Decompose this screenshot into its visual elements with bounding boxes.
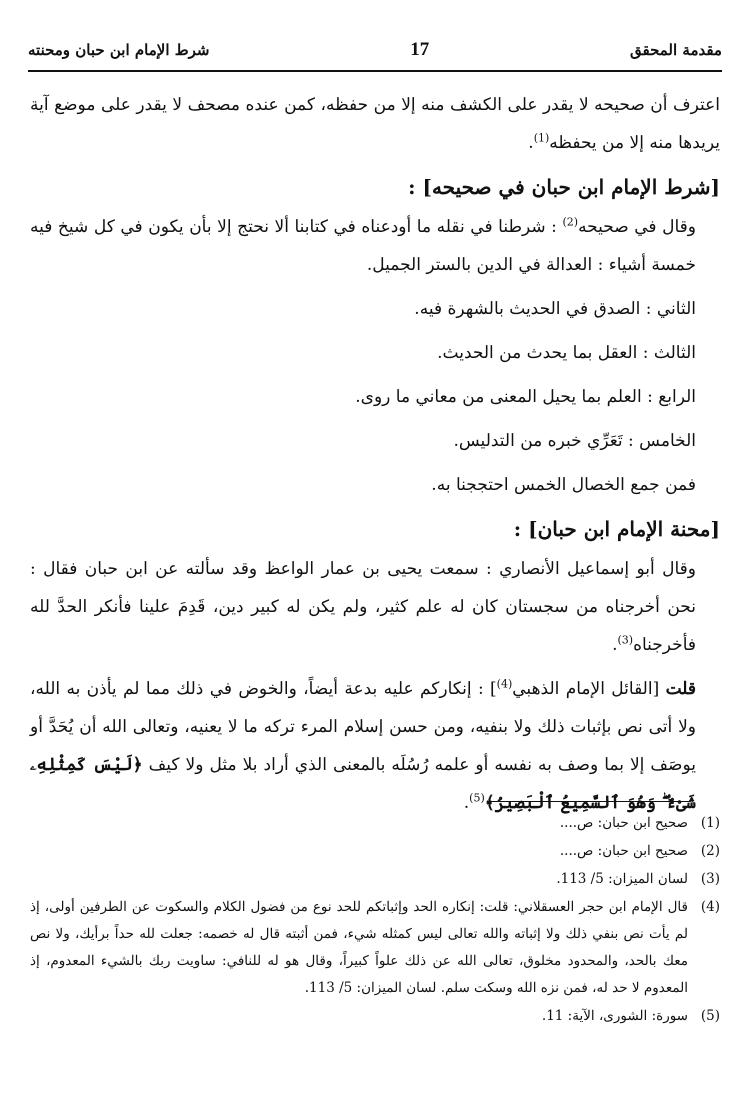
footnote <box>30 810 720 837</box>
section-title: مقدمة المحقق <box>629 41 722 59</box>
footnote <box>30 1003 720 1030</box>
list-item: فمن جمع الخصال الخمس احتججنا به. <box>431 475 696 495</box>
intro-paragraph: اعترف أن صحيحه لا يقدر على الكشف منه إلا من حفظه، كمن عنده مصحف لا يقدر على موضع آية يريدها منه إلا من يحفظه$^{(1)}$. <box>30 95 720 153</box>
footnote-separator <box>490 801 690 802</box>
list-item: الرابع : العلم بما يحيل المعنى من معاني ما روى. <box>355 387 696 407</box>
main-text <box>30 86 720 828</box>
footnote-text: لسان الميزان: 5/ 113. <box>556 871 688 887</box>
footnote-ref: (4) <box>496 677 513 691</box>
running-title: شرط الإمام ابن حبان ومحنته <box>28 41 210 59</box>
footnote <box>30 894 720 1002</box>
footnote-ref: (1) <box>533 131 550 145</box>
footnote-number: (4) <box>700 899 720 915</box>
footnote-number: (5) <box>700 1008 720 1024</box>
footnote-ref: (3) <box>617 633 634 647</box>
footnote-number: (2) <box>700 843 720 859</box>
section-heading-ordeal: [محنة الإمام ابن حبان] : <box>513 517 720 541</box>
footnote <box>30 838 720 865</box>
list-item: الخامس : تَعَرِّي خبره من التدليس. <box>453 431 696 451</box>
footnote-ref: (5) <box>469 791 485 805</box>
footnote <box>30 866 720 893</box>
footnote-number: (1) <box>700 815 720 831</box>
footnote-text: صحيح ابن حبان: ص.... <box>559 815 688 831</box>
footnote-text: قال الإمام ابن حجر العسقلاني: قلت: إنكاره الحد وإثباتكم للحد نوع من فضول الكلام والسكوت عن الطرفين أولى، إذ لم يأت نص بنفي ذلك ولا إثباته والله تعالى ليس كمثله شيء، فمن أثبته قال له خصمه: جعلت لله حداً برأيك، ولا نص معك بالحد، والمحدود مخلوق، تعالى الله عن ذلك علواً كبيراً، وقال هو له للنافي: ساويت ربك بالشيء المعدوم، إذ المعدوم لا حد له، فمن نزه الله وسكت سلم. لسان الميزان: 5/ 113. <box>30 899 688 996</box>
section-heading-conditions: [شرط الإمام ابن حبان في صحيحه] : <box>408 175 720 199</box>
ordeal-paragraph: وقال أبو إسماعيل الأنصاري : سمعت يحيى بن عمار الواعظ وقد سألته عن ابن حبان فقال : نحن أخرجناه من سجستان كان له علم كثير، ولم يكن له كبير دين، قَدِمَ علينا فأنكر الحدَّ لله فأخرجناه$^{(3)}$. <box>30 559 696 655</box>
list-item: الثاني : الصدق في الحديث بالشهرة فيه. <box>414 299 696 319</box>
page-number: 17 <box>410 39 430 60</box>
list-item: الثالث : العقل بما يحدث من الحديث. <box>437 343 696 363</box>
quran-verse: ﴿لَيْسَ كَمِثْلِهِۦ شَىْءٌ ۖ وَهُوَ ٱلسَّمِيعُ ٱلْبَصِيرُ﴾ <box>30 755 696 813</box>
footnote-number: (3) <box>700 871 720 887</box>
dhahabi-paragraph: قلت [القائل الإمام الذهبي$^{(4)}$] : إنكاركم عليه بدعة أيضاً، والخوض في ذلك مما لم يأذن به الله، ولا أتى نص بإثبات ذلك ولا بنفيه، ومن حسن إسلام المرء تركه ما لا يعنيه، وتعالى الله أن يُحَدَّ أو يوصَف إلا بما وصف به نفسه أو علمه رُسُلَه بالمعنى الذي أراد بلا مثل ولا كيف ﴿لَيْسَ كَمِثْلِهِۦ شَىْءٌ ۖ وَهُوَ ٱلسَّمِيعُ ٱلْبَصِيرُ﴾$^{(5)}$. <box>30 677 697 813</box>
footnote-text: سورة: الشورى، الآية: 11. <box>541 1008 688 1024</box>
conditions-paragraph: وقال في صحيحه$^{(2)}$ : شرطنا في نقله ما أودعناه في كتابنا ألا نحتج إلا بأن يكون في كل شيخ فيه خمسة أشياء : العدالة في الدين بالستر الجميل. <box>30 215 696 275</box>
footnote-text: صحيح ابن حبان: ص.... <box>559 843 688 859</box>
footnote-ref: (2) <box>562 215 579 229</box>
running-header <box>28 30 722 72</box>
footnotes <box>30 810 720 1031</box>
